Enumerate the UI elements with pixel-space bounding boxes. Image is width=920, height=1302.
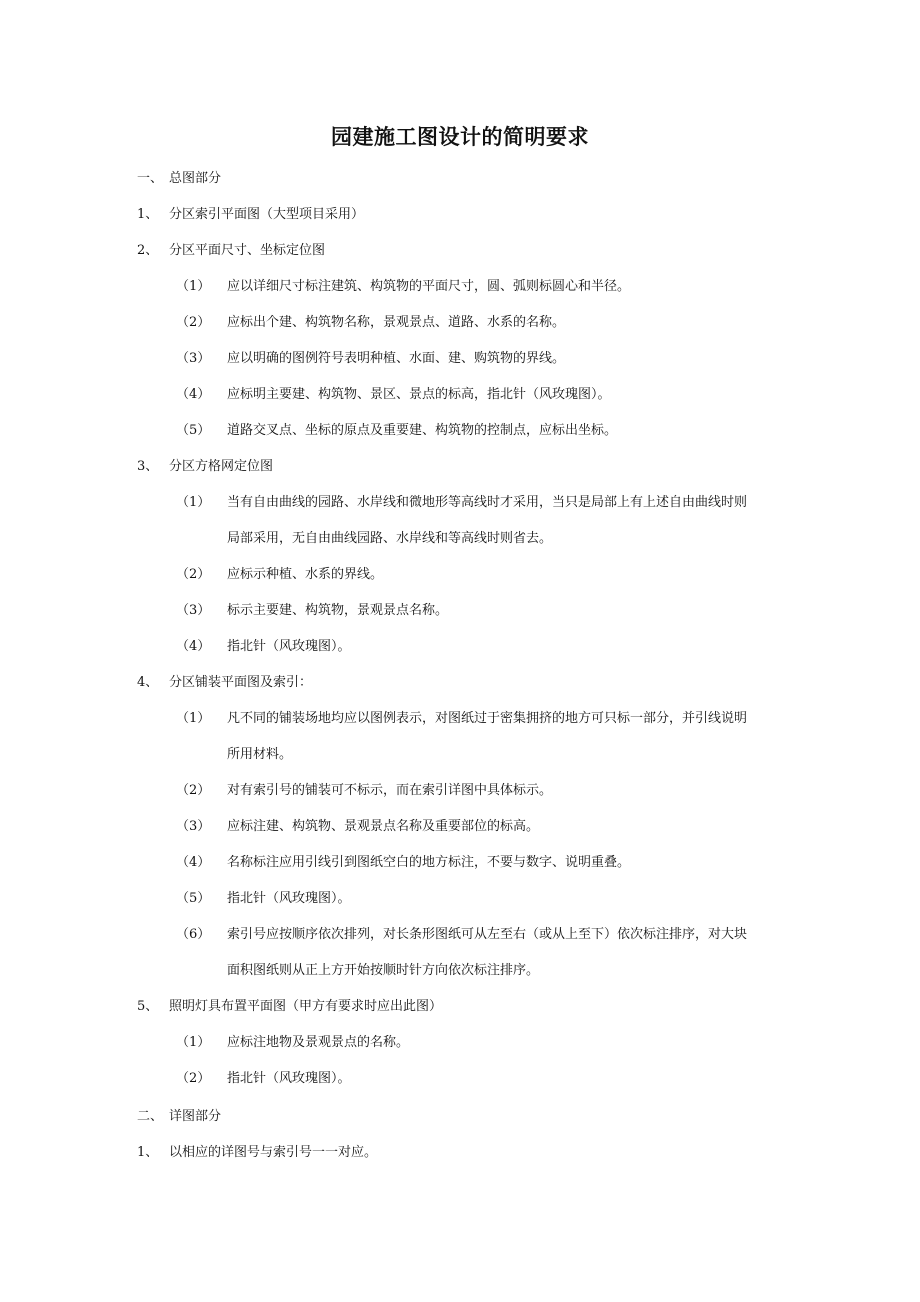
item-number: （2） [176,1071,211,1086]
item-number: （1） [176,711,211,726]
item-number: （5） [176,423,211,438]
item-number: 1、 [137,207,159,222]
item-text: 指北针（风玫瑰图）。 [227,891,351,906]
item-text: 应标明主要建、构筑物、景区、景点的标高，指北针（风玫瑰图）。 [227,387,611,402]
item-number: 3、 [137,459,159,474]
item-text: 道路交叉点、坐标的原点及重要建、构筑物的控制点，应标出坐标。 [227,423,618,438]
item-number: （1） [176,279,211,294]
item-text: 应以详细尺寸标注建筑、构筑物的平面尺寸，圆、弧则标圆心和半径。 [227,279,631,294]
item-number: （3） [176,603,211,618]
item-number: （4） [176,387,211,402]
item-text: 应以明确的图例符号表明种植、水面、建、购筑物的界线。 [227,351,566,366]
item-number: 二、 [137,1109,164,1124]
item-number: （3） [176,819,211,834]
item-text: 凡不同的铺装场地均应以图例表示，对图纸过于密集拥挤的地方可只标一部分，并引线说明 [227,711,748,726]
item-text: 指北针（风玫瑰图）。 [227,639,351,654]
document-title: 园建施工图设计的简明要求 [331,124,589,149]
item-text: 对有索引号的铺装可不标示，而在索引详图中具体标示。 [227,783,553,798]
item-number: （1） [176,495,211,510]
item-text: 以相应的详图号与索引号一一对应。 [169,1145,378,1160]
item-text: 指北针（风玫瑰图）。 [227,1071,351,1086]
item-text: 应标注建、构筑物、景观景点名称及重要部位的标高。 [227,819,540,834]
item-number: （3） [176,351,211,366]
item-text: 分区平面尺寸、坐标定位图 [169,243,326,258]
item-text: 分区铺装平面图及索引： [169,675,313,690]
item-text: 分区索引平面图（大型项目采用） [169,207,365,222]
item-text: 标示主要建、构筑物，景观景点名称。 [227,603,449,618]
item-number: （5） [176,891,211,906]
item-number: （2） [176,315,211,330]
item-number: （1） [176,1035,211,1050]
item-text: 分区方格网定位图 [169,459,274,474]
item-text: 应标示种植、水系的界线。 [227,567,384,582]
item-number: （6） [176,927,211,942]
item-number: （4） [176,639,211,654]
item-text: 照明灯具布置平面图（甲方有要求时应出此图） [169,999,443,1014]
item-text: 局部采用，无自由曲线园路、水岸线和等高线时则省去。 [227,531,553,546]
item-text: 面积图纸则从正上方开始按顺时针方向依次标注排序。 [227,963,540,978]
item-number: （4） [176,855,211,870]
item-number: 1、 [137,1145,159,1160]
item-number: （2） [176,783,211,798]
item-number: 2、 [137,243,159,258]
item-text: 应标出个建、构筑物名称，景观景点、道路、水系的名称。 [227,315,566,330]
item-text: 总图部分 [169,171,222,186]
item-text: 名称标注应用引线引到图纸空白的地方标注，不要与数字、说明重叠。 [227,855,631,870]
item-number: 4、 [137,675,159,690]
item-text: 索引号应按顺序依次排列，对长条形图纸可从左至右（或从上至下）依次标注排序，对大块 [227,927,748,942]
item-text: 应标注地物及景观景点的名称。 [227,1035,410,1050]
item-number: 一、 [137,171,164,186]
item-number: 5、 [137,999,159,1014]
item-text: 当有自由曲线的园路、水岸线和微地形等高线时才采用，当只是局部上有上述自由曲线时则 [227,495,748,510]
item-number: （2） [176,567,211,582]
item-text: 详图部分 [169,1109,222,1124]
item-text: 所用材料。 [227,747,293,762]
